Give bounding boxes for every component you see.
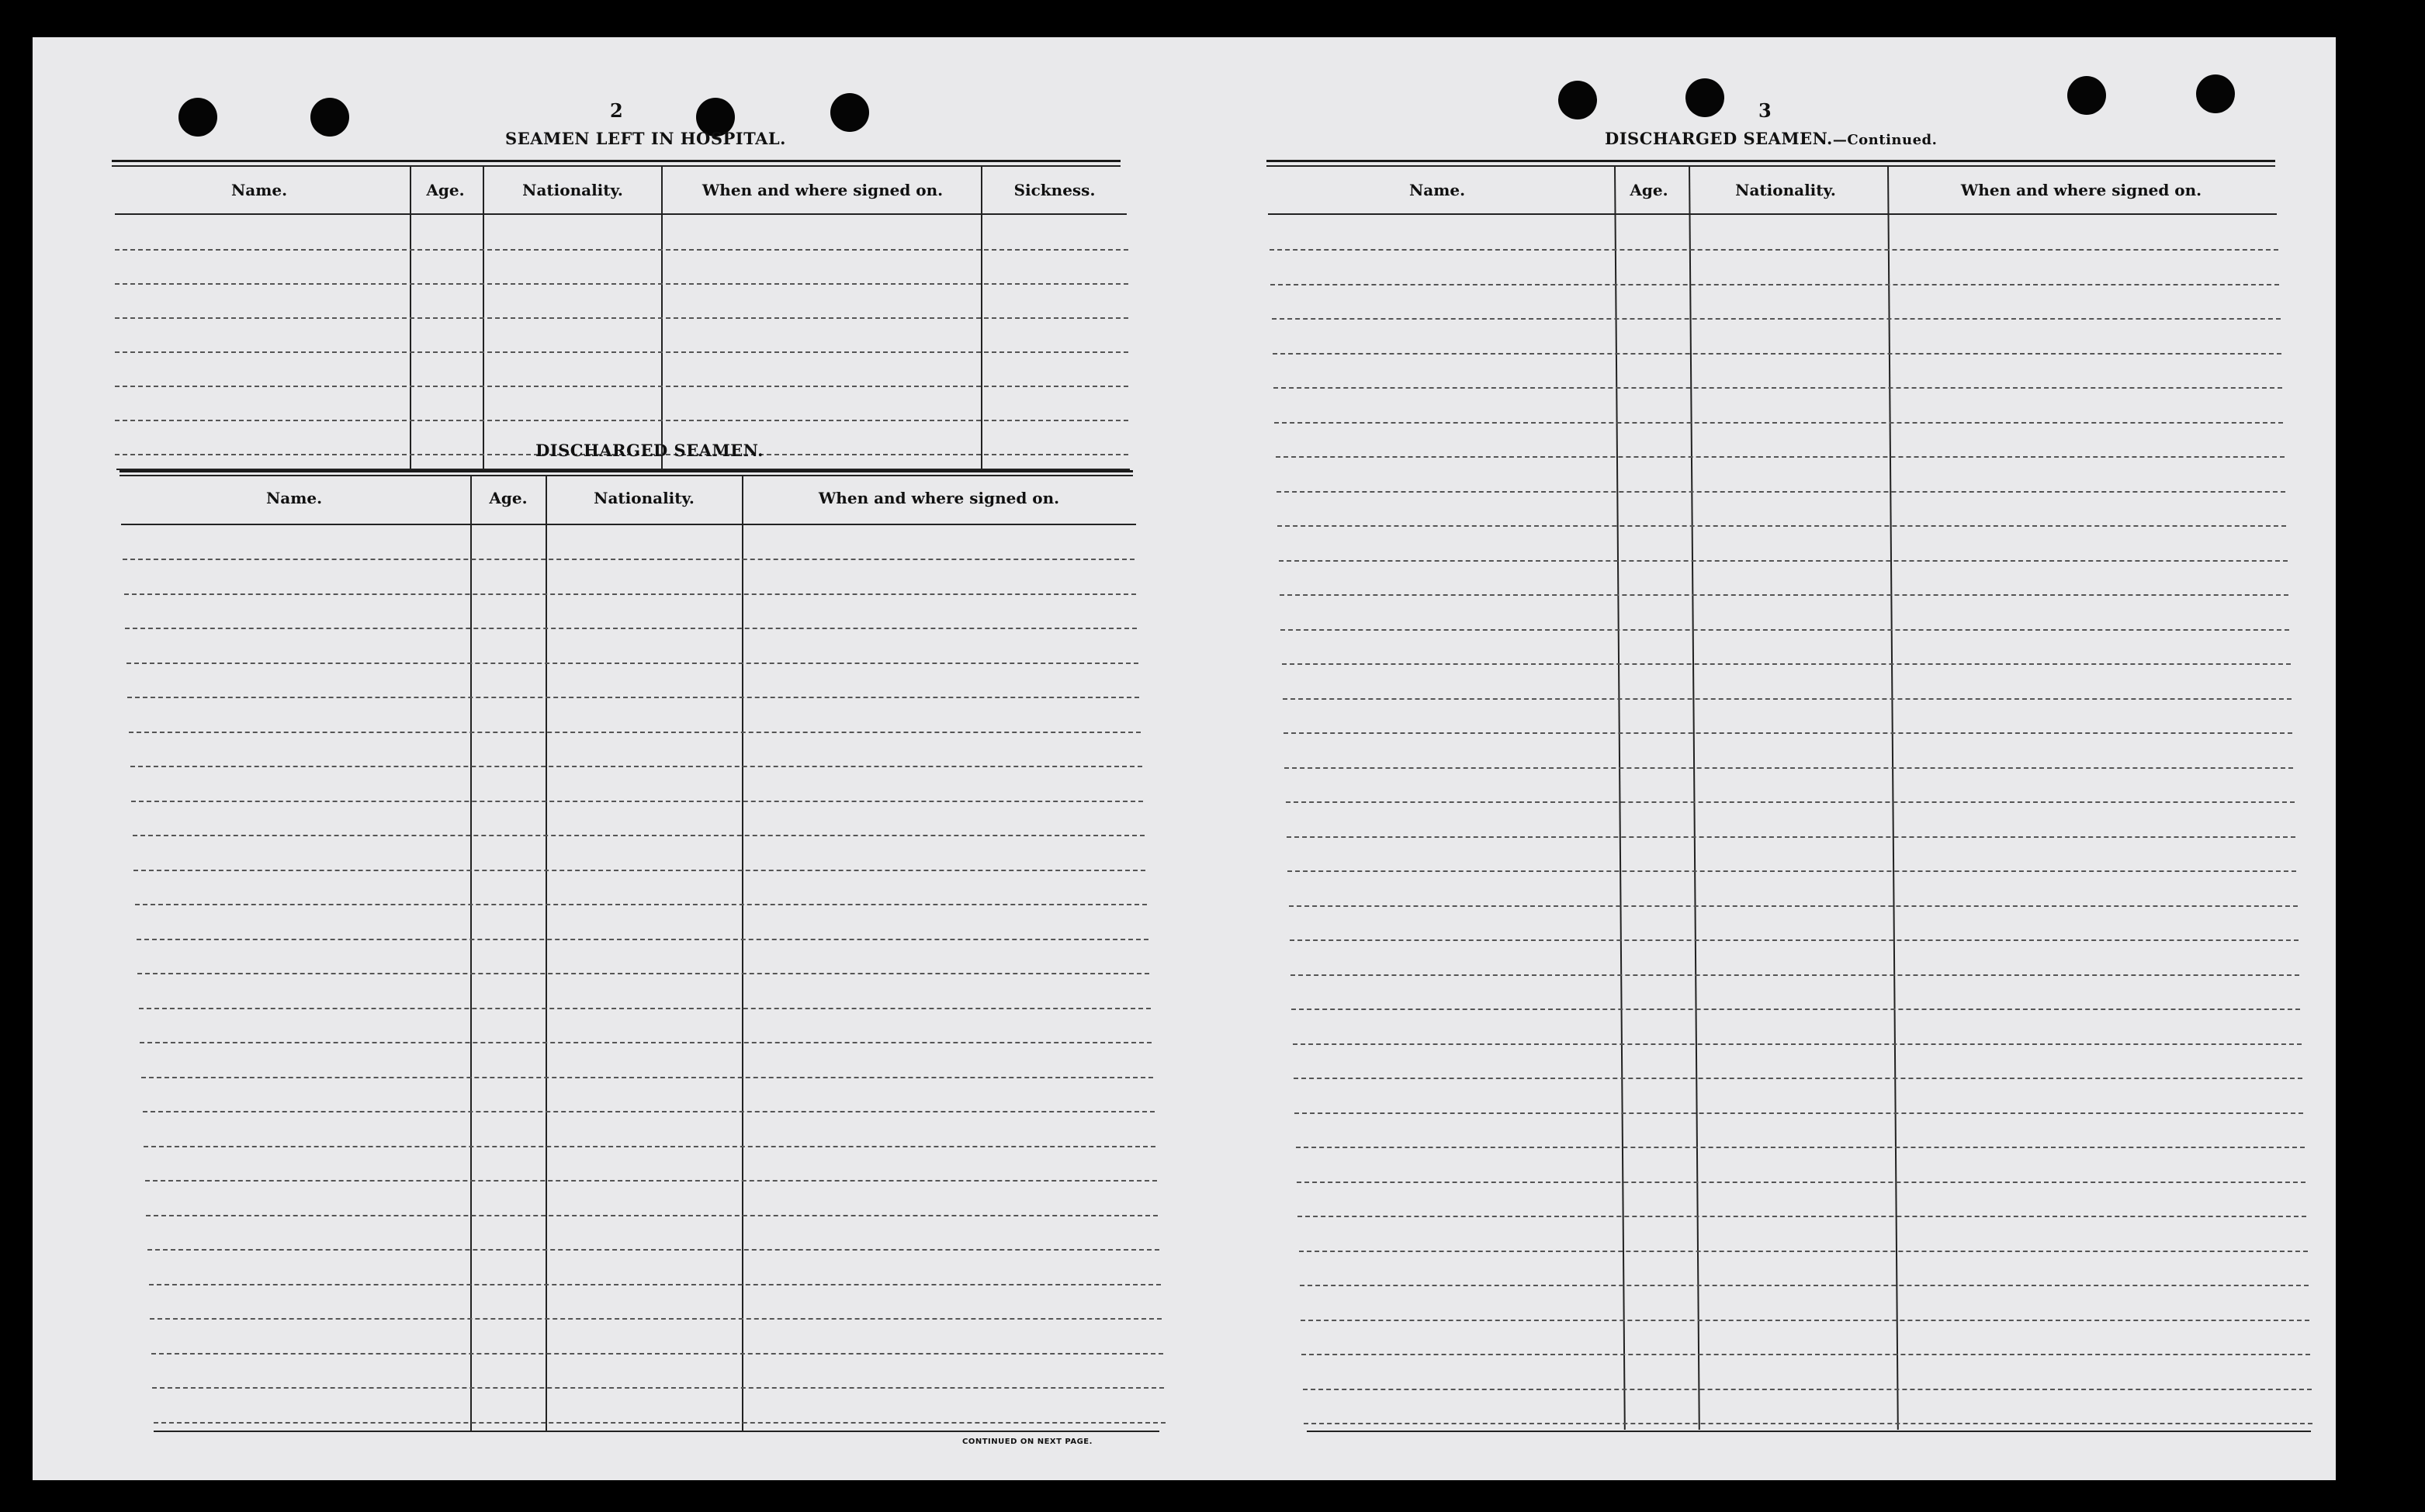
punch-hole (178, 98, 217, 137)
punch-hole (1685, 78, 1724, 117)
entry-line (1286, 801, 2295, 803)
right-header-rule (1268, 213, 2277, 215)
entry-line (130, 766, 1142, 767)
page-number-left: 2 (610, 99, 623, 122)
entry-line (1294, 1112, 2303, 1114)
hospital-top-rule (112, 160, 1121, 162)
entry-line (133, 870, 1145, 871)
entry-line (1291, 1009, 2300, 1010)
entry-line (1277, 525, 2286, 527)
entry-line (135, 904, 1147, 905)
right-col-age: Age. (1630, 181, 1668, 199)
entry-line (1272, 318, 2281, 320)
entry-line (144, 1146, 1155, 1147)
entry-line (1273, 353, 2281, 355)
entry-line (126, 663, 1138, 664)
entry-line (139, 1008, 1151, 1009)
right-section-title-suffix: —Continued. (1832, 132, 1938, 148)
entry-line (1293, 1043, 2302, 1045)
punch-hole (2067, 76, 2106, 115)
right-col-signed-on: When and where signed on. (1960, 181, 2202, 199)
entry-line (129, 732, 1141, 733)
entry-line (133, 835, 1145, 836)
entry-line (149, 1284, 1161, 1285)
entry-line (1277, 491, 2285, 493)
entry-line (123, 559, 1135, 560)
hospital-col-sickness: Sickness. (1013, 181, 1096, 199)
entry-line (1274, 422, 2283, 424)
entry-line (151, 1353, 1163, 1355)
continued-note: CONTINUED ON NEXT PAGE. (962, 1438, 1093, 1446)
entry-line (1297, 1182, 2305, 1183)
entry-line (1280, 629, 2289, 631)
right-top-rule (1266, 160, 2275, 162)
entry-line (1304, 1423, 2312, 1424)
entry-line (145, 1180, 1157, 1182)
punch-hole (830, 93, 869, 132)
entry-line (1299, 1251, 2308, 1252)
punch-hole (2196, 74, 2235, 113)
entry-line (1301, 1320, 2309, 1321)
discharged-bottom-rule (154, 1431, 1159, 1432)
entry-line (1300, 1285, 2309, 1286)
discharged-section-title: DISCHARGED SEAMEN. (535, 441, 764, 460)
entry-line (146, 1215, 1158, 1216)
entry-line (1276, 456, 2285, 458)
punch-hole (310, 98, 349, 137)
entry-line (1270, 249, 2278, 251)
hospital-col-nationality: Nationality. (522, 181, 623, 199)
entry-line (1289, 905, 2298, 907)
entry-line (1296, 1147, 2305, 1148)
entry-line (150, 1318, 1162, 1320)
entry-line (1283, 698, 2292, 700)
entry-line (1284, 767, 2293, 769)
discharged-top-rule (120, 470, 1133, 472)
hospital-entry-line (115, 420, 1128, 421)
entry-line (1284, 732, 2292, 734)
right-section-title-main: DISCHARGED SEAMEN. (1605, 129, 1833, 148)
entry-line (143, 1111, 1155, 1112)
discharged-col-signed-on: When and where signed on. (818, 489, 1060, 507)
entry-line (127, 697, 1139, 698)
discharged-col-nationality: Nationality. (594, 489, 695, 507)
entry-line (1287, 836, 2295, 838)
entry-line (1303, 1389, 2312, 1390)
hospital-col-age: Age. (426, 181, 465, 199)
entry-line (1287, 870, 2296, 872)
ledger-sheet (33, 37, 2336, 1480)
hospital-entry-line (115, 283, 1128, 285)
entry-line (1273, 387, 2282, 389)
entry-line (1297, 1216, 2306, 1217)
hospital-entry-line (115, 351, 1128, 353)
entry-line (124, 593, 1136, 595)
page-number-right: 3 (1758, 99, 1772, 122)
entry-line (1294, 1078, 2302, 1079)
entry-line (1280, 594, 2288, 596)
hospital-entry-line (115, 249, 1128, 251)
entry-line (152, 1387, 1164, 1389)
entry-line (125, 628, 1137, 629)
entry-line (131, 801, 1143, 802)
entry-line (141, 1077, 1153, 1078)
right-col-nationality: Nationality. (1735, 181, 1836, 199)
right-bottom-rule (1307, 1431, 2311, 1432)
entry-line (1282, 663, 2291, 665)
discharged-col-age: Age. (489, 489, 528, 507)
entry-line (1270, 284, 2279, 285)
discharged-header-rule (121, 524, 1136, 525)
entry-line (154, 1422, 1166, 1424)
entry-line (147, 1249, 1159, 1251)
entry-line (140, 1042, 1152, 1043)
right-section-title (1605, 129, 1937, 148)
right-col-name: Name. (1408, 181, 1466, 199)
hospital-header-rule (115, 213, 1127, 215)
entry-line (137, 939, 1148, 940)
hospital-col-name: Name. (230, 181, 288, 199)
entry-line (1279, 560, 2288, 562)
hospital-col-signed-on: When and where signed on. (702, 181, 944, 199)
entry-line (1290, 974, 2299, 976)
entry-line (137, 973, 1149, 974)
hospital-entry-line (115, 386, 1128, 387)
hospital-section-title: SEAMEN LEFT IN HOSPITAL. (505, 129, 786, 148)
hospital-entry-line (115, 317, 1128, 319)
entry-line (1290, 939, 2299, 941)
entry-line (1301, 1354, 2310, 1355)
discharged-col-name: Name. (265, 489, 323, 507)
punch-hole (1558, 81, 1597, 119)
